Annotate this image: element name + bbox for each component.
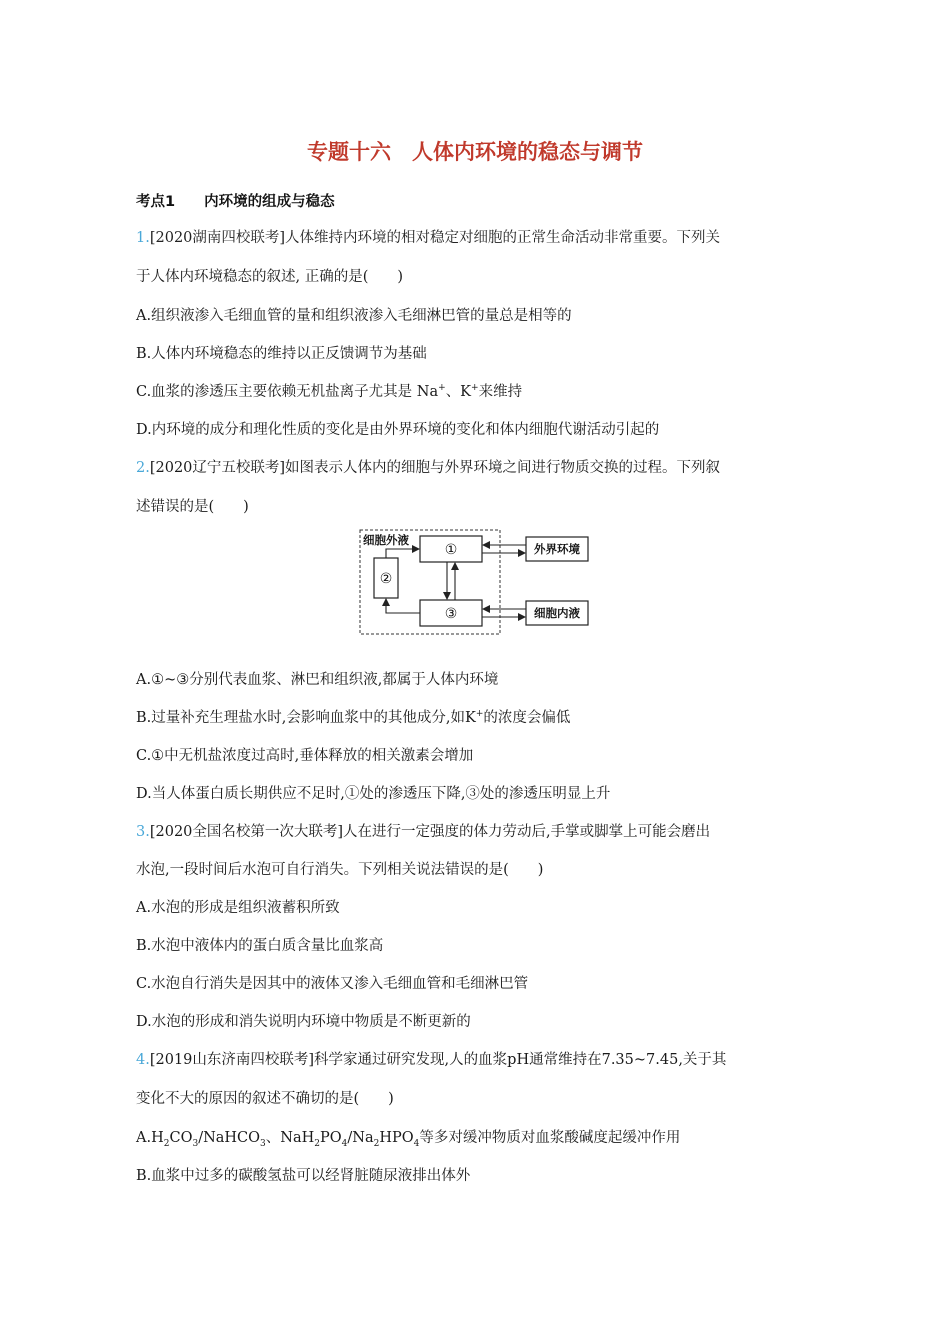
q2-stem-text1: [2020辽宁五校联考]如图表示人体内的细胞与外界环境之间进行物质交换的过程。下列叙 [149, 460, 721, 476]
q4-a-sub6: 2 [373, 1138, 380, 1149]
exchange-diagram [358, 528, 590, 638]
q4-a-part4: 、NaH [265, 1130, 315, 1146]
q4-a-part2: CO [169, 1130, 193, 1146]
q4-a-part3: /NaHCO [198, 1130, 261, 1146]
box-1-label: ① [444, 542, 458, 558]
q1-option-c-sup1: + [438, 383, 446, 394]
q4-a-part6: /Na [347, 1130, 374, 1146]
q1-option-b: B.人体内环境稳态的维持以正反馈调节为基础 [136, 346, 427, 362]
q1-number: 1. [136, 230, 150, 246]
section-heading: 考点1 内环境的组成与稳态 [136, 194, 335, 210]
q1-option-c-sup2: + [471, 383, 479, 394]
q3-option-c: C.水泡自行消失是因其中的液体又渗入毛细血管和毛细淋巴管 [136, 976, 529, 992]
q4-stem-line2: 变化不大的原因的叙述不确切的是( ) [136, 1091, 394, 1107]
q4-a-part7: HPO [379, 1130, 414, 1146]
q2-option-b-text2: 的浓度会偏低 [483, 710, 571, 726]
box-3-label: ③ [444, 606, 458, 622]
arrow-3-to-2 [386, 599, 420, 613]
q3-number: 3. [136, 824, 150, 840]
external-environment-label: 外界环境 [534, 542, 580, 556]
q4-number: 4. [136, 1052, 150, 1068]
q1-stem-text1: [2020湖南四校联考]人体维持内环境的相对稳定对细胞的正常生命活动非常重要。下列关 [149, 230, 721, 246]
q2-stem-line1 [136, 458, 826, 478]
q1-option-c-text2: 、K [445, 384, 472, 400]
q1-stem-line1 [136, 228, 826, 248]
q4-a-sub1: 2 [163, 1138, 170, 1149]
q1-option-d: D.内环境的成分和理化性质的变化是由外界环境的变化和体内细胞代谢活动引起的 [136, 422, 660, 438]
q2-stem-line2: 述错误的是( ) [136, 499, 249, 515]
q1-option-a: A.组织液渗入毛细血管的量和组织液渗入毛细淋巴管的量总是相等的 [136, 308, 572, 324]
q4-a-part1: A.H [136, 1130, 164, 1146]
box-2-label: ② [379, 571, 393, 587]
extracellular-fluid-label: 细胞外液 [363, 533, 409, 547]
q2-option-b-sup: + [475, 709, 484, 720]
q2-option-c: C.①中无机盐浓度过高时,垂体释放的相关激素会增加 [136, 748, 474, 764]
q4-a-sub7: 4 [413, 1138, 420, 1149]
q4-a-sub3: 3 [260, 1138, 266, 1149]
page-title: 专题十六 人体内环境的稳态与调节 [307, 140, 643, 164]
q2-option-b-text1: B.过量补充生理盐水时,会影响血浆中的其他成分,如K [136, 710, 476, 726]
q4-stem-text1: [2019山东济南四校联考]科学家通过研究发现,人的血浆pH通常维持在7.35~7.45,关于其 [149, 1052, 727, 1068]
q1-stem-line2: 于人体内环境稳态的叙述, 正确的是( ) [136, 269, 404, 285]
q1-option-c-text1: C.血浆的渗透压主要依赖无机盐离子尤其是 Na [136, 384, 439, 400]
q2-option-b [136, 708, 826, 728]
q4-option-a [136, 1128, 826, 1148]
q2-option-d: D.当人体蛋白质长期供应不足时,①处的渗透压下降,③处的渗透压明显上升 [136, 786, 611, 802]
q3-stem-line1 [136, 822, 826, 842]
q4-option-b: B.血浆中过多的碳酸氢盐可以经肾脏随尿液排出体外 [136, 1168, 471, 1184]
q3-option-b: B.水泡中液体内的蛋白质含量比血浆高 [136, 938, 384, 954]
q4-a-sub5: 4 [341, 1138, 348, 1149]
q4-a-part8: 等多对缓冲物质对血浆酸碱度起缓冲作用 [419, 1130, 681, 1146]
q4-a-sub4: 2 [314, 1138, 320, 1149]
q3-option-a: A.水泡的形成是组织液蓄积所致 [136, 900, 340, 916]
q3-stem-text1: [2020全国名校第一次大联考]人在进行一定强度的体力劳动后,手掌或脚掌上可能会磨出 [149, 824, 711, 840]
q1-option-c-text3: 来维持 [478, 384, 523, 400]
q4-stem-line1 [136, 1050, 826, 1070]
intracellular-fluid-label: 细胞内液 [534, 606, 580, 620]
q2-option-a: A.①~③分别代表血浆、淋巴和组织液,都属于人体内环境 [136, 672, 499, 688]
q2-number: 2. [136, 460, 150, 476]
q4-a-part5: PO [320, 1130, 342, 1146]
q4-a-sub2: 3 [192, 1138, 199, 1149]
arrow-2-to-1 [386, 549, 419, 558]
q3-stem-line2: 水泡,一段时间后水泡可自行消失。下列相关说法错误的是( ) [136, 862, 544, 878]
q3-option-d: D.水泡的形成和消失说明内环境中物质是不断更新的 [136, 1014, 471, 1030]
q1-option-c [136, 382, 826, 402]
